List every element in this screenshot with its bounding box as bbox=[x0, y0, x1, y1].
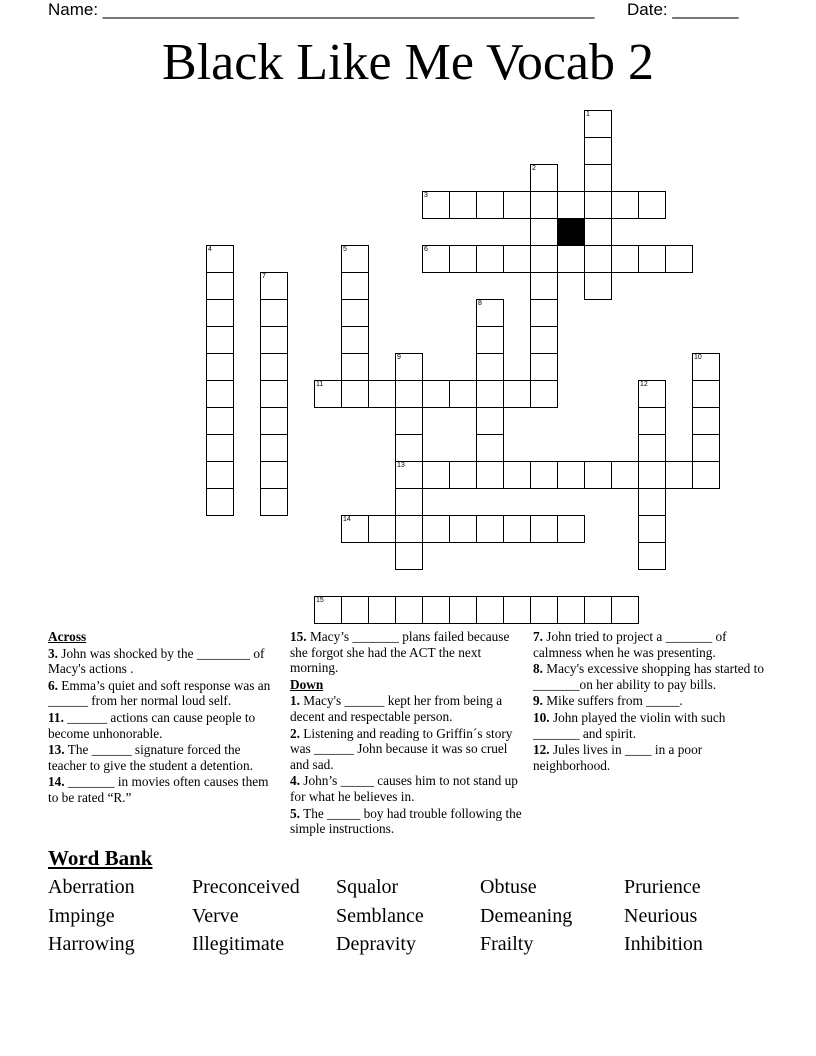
grid-cell[interactable] bbox=[692, 353, 720, 381]
grid-cell[interactable] bbox=[611, 245, 639, 273]
clue-number: 2 bbox=[532, 165, 536, 172]
grid-cell[interactable] bbox=[341, 326, 369, 354]
grid-cell[interactable] bbox=[638, 380, 666, 408]
clue-item bbox=[533, 693, 769, 709]
grid-cell[interactable] bbox=[530, 596, 558, 624]
clue-text: Listening and reading to Griffin´s story was ______ John because it was so cruel and sad. bbox=[290, 725, 513, 772]
date-field-label[interactable]: Date: _______ bbox=[627, 0, 739, 19]
grid-cell[interactable] bbox=[260, 461, 288, 489]
grid-cell[interactable] bbox=[503, 515, 531, 543]
grid-cell[interactable] bbox=[368, 380, 396, 408]
grid-cell[interactable] bbox=[557, 461, 585, 489]
clues-column-3 bbox=[533, 629, 769, 774]
clue-item bbox=[48, 742, 282, 773]
grid-cell[interactable] bbox=[530, 515, 558, 543]
grid-cell[interactable] bbox=[476, 380, 504, 408]
grid-cell[interactable] bbox=[422, 191, 450, 219]
clue-item bbox=[48, 646, 282, 677]
grid-cell[interactable] bbox=[584, 137, 612, 165]
grid-cell[interactable] bbox=[341, 299, 369, 327]
grid-cell[interactable] bbox=[692, 461, 720, 489]
clue-text: John was shocked by the ________ of Macy's actions . bbox=[48, 645, 265, 677]
clue-text: John played the violin with such _______ and spirit. bbox=[533, 709, 726, 741]
word-bank-item: Obtuse bbox=[480, 876, 537, 898]
grid-cell[interactable] bbox=[530, 461, 558, 489]
grid-cell[interactable] bbox=[692, 407, 720, 435]
word-bank-item: Demeaning bbox=[480, 904, 573, 927]
clue-text: The _____ boy had trouble following the simple instructions. bbox=[290, 805, 522, 837]
grid-cell[interactable] bbox=[341, 353, 369, 381]
grid-cell[interactable] bbox=[449, 596, 477, 624]
grid-cell[interactable] bbox=[341, 380, 369, 408]
word-bank-item: Depravity bbox=[336, 933, 416, 955]
grid-cell[interactable] bbox=[422, 515, 450, 543]
grid-cell[interactable] bbox=[260, 380, 288, 408]
clue-number-label: 2. bbox=[290, 725, 300, 741]
clue-number: 13 bbox=[397, 462, 405, 469]
clue-number-label: 10. bbox=[533, 709, 550, 725]
grid-cell[interactable] bbox=[314, 596, 342, 624]
grid-cell[interactable] bbox=[638, 434, 666, 462]
clue-section-heading: Across bbox=[48, 629, 87, 644]
grid-cell[interactable] bbox=[206, 245, 234, 273]
clue-number-label: 12. bbox=[533, 742, 550, 758]
grid-cell[interactable] bbox=[341, 515, 369, 543]
grid-cell[interactable] bbox=[206, 299, 234, 327]
grid-cell[interactable] bbox=[503, 461, 531, 489]
clue-number-label: 6. bbox=[48, 677, 58, 693]
clue-number: 12 bbox=[640, 381, 648, 388]
grid-cell[interactable] bbox=[584, 110, 612, 138]
word-bank-item: Prurience bbox=[624, 876, 701, 898]
clue-number-label: 3. bbox=[48, 645, 58, 661]
grid-cell[interactable] bbox=[395, 488, 423, 516]
clue-item bbox=[290, 726, 526, 773]
grid-cell[interactable] bbox=[584, 596, 612, 624]
word-bank-title: Word Bank bbox=[48, 846, 153, 870]
grid-cell[interactable] bbox=[584, 164, 612, 192]
grid-cell[interactable] bbox=[530, 299, 558, 327]
clue-number-label: 13. bbox=[48, 742, 65, 758]
word-bank-item: Neurious bbox=[624, 904, 698, 927]
grid-cell[interactable] bbox=[584, 191, 612, 219]
grid-cell[interactable] bbox=[341, 596, 369, 624]
grid-cell[interactable] bbox=[260, 272, 288, 300]
grid-cell[interactable] bbox=[341, 245, 369, 273]
grid-cell[interactable] bbox=[449, 245, 477, 273]
grid-cell[interactable] bbox=[476, 191, 504, 219]
grid-cell[interactable] bbox=[638, 245, 666, 273]
grid-cell[interactable] bbox=[476, 434, 504, 462]
grid-cell[interactable] bbox=[530, 326, 558, 354]
clue-number: 14 bbox=[343, 516, 351, 523]
grid-cell[interactable] bbox=[557, 191, 585, 219]
clue-item bbox=[290, 629, 526, 676]
grid-cell[interactable] bbox=[503, 245, 531, 273]
grid-cell[interactable] bbox=[611, 191, 639, 219]
grid-cell[interactable] bbox=[530, 272, 558, 300]
clue-number: 10 bbox=[694, 354, 702, 361]
grid-cell[interactable] bbox=[638, 488, 666, 516]
clue-number-label: 8. bbox=[533, 661, 543, 677]
clue-number: 15 bbox=[316, 597, 324, 604]
clue-number-label: 1. bbox=[290, 693, 300, 709]
grid-cell[interactable] bbox=[611, 461, 639, 489]
grid-cell[interactable] bbox=[206, 407, 234, 435]
clue-item bbox=[48, 710, 282, 741]
grid-cell[interactable] bbox=[422, 596, 450, 624]
word-bank-item: Squalor bbox=[336, 876, 399, 898]
clue-number: 1 bbox=[586, 111, 590, 118]
grid-cell[interactable] bbox=[368, 596, 396, 624]
word-bank-item: Inhibition bbox=[624, 933, 703, 955]
grid-cell[interactable] bbox=[260, 326, 288, 354]
grid-cell[interactable] bbox=[476, 596, 504, 624]
word-bank-item: Semblance bbox=[336, 904, 424, 927]
clue-item bbox=[290, 806, 526, 837]
grid-cell[interactable] bbox=[503, 380, 531, 408]
clue-number-label: 15. bbox=[290, 629, 307, 644]
grid-cell[interactable] bbox=[530, 191, 558, 219]
grid-cell[interactable] bbox=[260, 488, 288, 516]
grid-cell[interactable] bbox=[665, 461, 693, 489]
grid-cell[interactable] bbox=[395, 407, 423, 435]
clue-text: John tried to project a _______ of calmness when he was presenting. bbox=[533, 629, 727, 660]
clue-number: 9 bbox=[397, 354, 401, 361]
clue-text: Macy's ______ kept her from being a decent and respectable person. bbox=[290, 693, 503, 724]
clue-number: 6 bbox=[424, 246, 428, 253]
clue-text: _______ in movies often causes them to be rated “R.” bbox=[48, 774, 269, 805]
grid-cell[interactable] bbox=[449, 191, 477, 219]
grid-cell[interactable] bbox=[476, 353, 504, 381]
grid-cell[interactable] bbox=[206, 353, 234, 381]
grid-cell[interactable] bbox=[314, 380, 342, 408]
grid-cell[interactable] bbox=[206, 461, 234, 489]
clue-item bbox=[290, 773, 526, 804]
grid-cell[interactable] bbox=[395, 380, 423, 408]
word-bank-item: Aberration bbox=[48, 876, 135, 898]
clue-item bbox=[533, 661, 769, 692]
grid-cell[interactable] bbox=[530, 245, 558, 273]
clue-number-label: 14. bbox=[48, 774, 65, 790]
grid-cell[interactable] bbox=[422, 461, 450, 489]
clue-text: Macy’s _______ plans failed because she forgot she had the ACT the next morning. bbox=[290, 629, 510, 676]
clue-text: ______ actions can cause people to become unhonorable. bbox=[48, 709, 256, 741]
clue-number-label: 4. bbox=[290, 773, 300, 789]
grid-cell[interactable] bbox=[476, 326, 504, 354]
clue-text: John’s _____ causes him to not stand up for what he believes in. bbox=[290, 773, 518, 804]
grid-cell[interactable] bbox=[260, 353, 288, 381]
grid-cell[interactable] bbox=[584, 272, 612, 300]
grid-cell[interactable] bbox=[584, 245, 612, 273]
grid-cell[interactable] bbox=[503, 596, 531, 624]
grid-cell[interactable] bbox=[476, 245, 504, 273]
clues-column-2 bbox=[290, 629, 526, 838]
grid-cell[interactable] bbox=[395, 353, 423, 381]
word-bank-item: Verve bbox=[192, 904, 239, 927]
grid-cell[interactable] bbox=[449, 515, 477, 543]
clue-item bbox=[533, 710, 769, 741]
clue-number-label: 9. bbox=[533, 693, 543, 709]
word-bank bbox=[48, 873, 768, 959]
clue-number: 3 bbox=[424, 192, 428, 199]
grid-cell[interactable] bbox=[665, 245, 693, 273]
word-bank-item: Frailty bbox=[480, 933, 534, 955]
grid-cell[interactable] bbox=[584, 218, 612, 246]
grid-cell[interactable] bbox=[530, 164, 558, 192]
grid-cell[interactable] bbox=[260, 434, 288, 462]
clue-text: Macy's excessive shopping has started to _______on her ability to pay bills. bbox=[533, 661, 764, 692]
grid-cell[interactable] bbox=[206, 434, 234, 462]
grid-cell[interactable] bbox=[530, 380, 558, 408]
word-bank-item: Preconceived bbox=[192, 876, 300, 898]
clue-item bbox=[533, 629, 769, 660]
clue-item bbox=[290, 693, 526, 724]
grid-cell[interactable] bbox=[422, 380, 450, 408]
grid-cell[interactable] bbox=[476, 515, 504, 543]
grid-cell[interactable] bbox=[611, 596, 639, 624]
grid-cell[interactable] bbox=[692, 434, 720, 462]
clue-number: 11 bbox=[316, 381, 324, 388]
clue-text: Jules lives in ____ in a poor neighborhood. bbox=[533, 742, 703, 773]
grid-cell[interactable] bbox=[422, 245, 450, 273]
grid-cell[interactable] bbox=[368, 515, 396, 543]
grid-cell[interactable] bbox=[449, 380, 477, 408]
grid-cell[interactable] bbox=[530, 218, 558, 246]
clue-number-label: 7. bbox=[533, 629, 543, 644]
clue-item bbox=[48, 678, 282, 709]
grid-cell[interactable] bbox=[395, 515, 423, 543]
grid-cell[interactable] bbox=[395, 434, 423, 462]
grid-cell[interactable] bbox=[638, 461, 666, 489]
grid-cell[interactable] bbox=[206, 272, 234, 300]
grid-cell[interactable] bbox=[260, 299, 288, 327]
word-bank-item: Illegitimate bbox=[192, 933, 285, 955]
grid-cell[interactable] bbox=[557, 245, 585, 273]
grid-cell[interactable] bbox=[638, 542, 666, 570]
grid-cell[interactable] bbox=[260, 407, 288, 435]
clue-text: Mike suffers from _____. bbox=[542, 693, 683, 709]
name-field-label[interactable]: Name: ____________________________________________________ bbox=[48, 0, 595, 19]
clues-column-1 bbox=[48, 629, 282, 807]
clue-number: 4 bbox=[208, 246, 212, 253]
grid-cell[interactable] bbox=[476, 299, 504, 327]
grid-cell[interactable] bbox=[584, 461, 612, 489]
clue-text: The ______ signature forced the teacher to give the student a detention. bbox=[48, 742, 253, 773]
grid-cell[interactable] bbox=[557, 515, 585, 543]
clue-number: 7 bbox=[262, 273, 266, 280]
page-title: Black Like Me Vocab 2 bbox=[162, 34, 654, 91]
clue-section-heading: Down bbox=[290, 676, 324, 692]
grid-cell[interactable] bbox=[449, 461, 477, 489]
grid-cell[interactable] bbox=[557, 596, 585, 624]
clue-number-label: 5. bbox=[290, 805, 300, 821]
clue-item bbox=[48, 774, 282, 805]
word-bank-item: Impinge bbox=[48, 904, 115, 927]
clue-number: 8 bbox=[478, 300, 482, 307]
grid-cell[interactable] bbox=[476, 461, 504, 489]
clue-item bbox=[533, 742, 769, 773]
grid-cell[interactable] bbox=[692, 380, 720, 408]
grid-cell[interactable] bbox=[206, 326, 234, 354]
grid-cell[interactable] bbox=[503, 191, 531, 219]
grid-cell[interactable] bbox=[206, 380, 234, 408]
grid-cell[interactable] bbox=[476, 407, 504, 435]
grid-cell[interactable] bbox=[638, 191, 666, 219]
clue-number: 5 bbox=[343, 246, 347, 253]
grid-cell[interactable] bbox=[638, 407, 666, 435]
grid-cell[interactable] bbox=[206, 488, 234, 516]
clue-text: Emma’s quiet and soft response was an ______ from her normal loud self. bbox=[48, 677, 271, 709]
grid-cell[interactable] bbox=[530, 353, 558, 381]
grid-cell[interactable] bbox=[395, 461, 423, 489]
clue-number-label: 11. bbox=[48, 709, 64, 725]
grid-cell[interactable] bbox=[395, 596, 423, 624]
blocked-cell bbox=[557, 218, 585, 246]
grid-cell[interactable] bbox=[638, 515, 666, 543]
grid-cell[interactable] bbox=[341, 272, 369, 300]
grid-cell[interactable] bbox=[395, 542, 423, 570]
word-bank-item: Harrowing bbox=[48, 933, 135, 955]
